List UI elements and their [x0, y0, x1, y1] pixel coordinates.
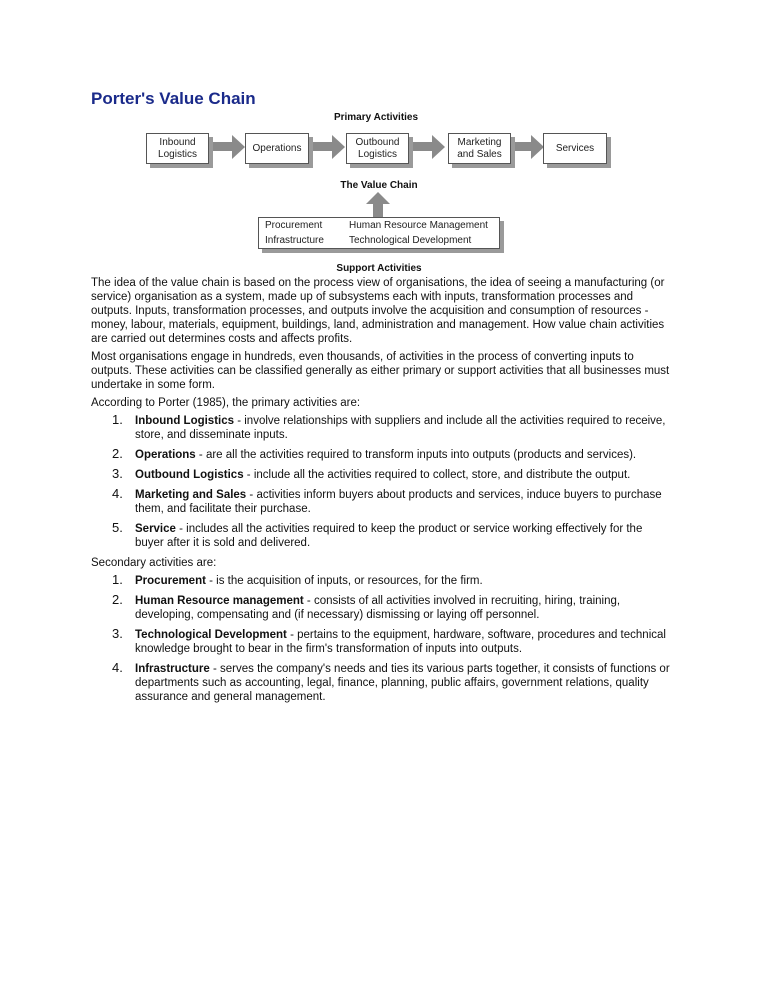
box-line: Operations — [252, 142, 302, 154]
list-item — [91, 574, 671, 588]
list-term: Infrastructure — [135, 663, 210, 675]
list-desc: - are all the activities required to transform inputs into outputs (products and services). — [195, 449, 637, 461]
list-term: Procurement — [135, 575, 206, 587]
support-activities-box — [258, 217, 500, 249]
list-item — [91, 448, 671, 462]
list-desc: - involve relationships with suppliers and include all the activities required to receive, store, and disseminate inputs. — [135, 415, 666, 441]
list-term: Outbound Logistics — [135, 469, 244, 481]
primary-intro: According to Porter (1985), the primary activities are: — [91, 397, 361, 409]
list-number: 1. — [112, 412, 123, 427]
arrow-shaft — [373, 204, 383, 217]
arrow-shaft — [515, 142, 532, 151]
article-body — [91, 276, 671, 710]
box-inbound-logistics — [146, 133, 209, 164]
list-number: 2. — [112, 592, 123, 607]
list-term: Technological Development — [135, 629, 287, 641]
primary-activities-list — [91, 414, 671, 550]
list-desc: - serves the company's needs and ties its various parts together, it consists of functions or departments such as accounting, legal, finance, planning, public affairs, government relations, quality assurance and general management. — [135, 663, 670, 703]
box-line: Services — [555, 142, 595, 154]
arrow-shaft — [213, 142, 233, 151]
arrow-shaft — [313, 142, 333, 151]
list-item — [91, 522, 671, 550]
list-number: 1. — [112, 572, 123, 587]
box-operations — [245, 133, 309, 164]
box-line: Logistics — [358, 148, 397, 160]
list-number: 4. — [112, 486, 123, 501]
box-services — [543, 133, 607, 164]
list-item — [91, 628, 671, 656]
secondary-intro: Secondary activities are: — [91, 557, 217, 569]
box-line: Logistics — [158, 148, 197, 160]
list-item — [91, 594, 671, 622]
right-arrow-icon — [432, 135, 445, 159]
value-chain-label: The Value Chain — [340, 180, 418, 191]
right-arrow-icon — [232, 135, 245, 159]
list-term: Human Resource management — [135, 595, 304, 607]
box-marketing-and-sales — [448, 133, 511, 164]
box-line: Inbound — [159, 136, 196, 148]
support-item-procurement: Procurement — [265, 220, 323, 231]
support-item-infrastructure: Infrastructure — [265, 235, 324, 246]
support-activities-label: Support Activities — [336, 263, 422, 274]
list-term: Operations — [135, 449, 196, 461]
list-item — [91, 468, 671, 482]
intro-paragraph: The idea of the value chain is based on the process view of organisations, the idea of seeing a manufacturing (or service) organisation as a system, made up of subsystems each with inputs, transformation processes and outputs. Inputs, transformation processes, and outputs involve the acquisition and consumption of resources - money, labour, materials, equipment, buildings, land, administration and management. How value chain activities are carried out determines costs and affects profits. — [91, 277, 665, 345]
activities-paragraph: Most organisations engage in hundreds, even thousands, of activities in the process of converting inputs to outputs. These activities can be classified generally as either primary or support activities that all businesses must undertake in some form. — [91, 351, 670, 391]
box-line: Marketing — [457, 136, 502, 148]
box-outbound-logistics — [346, 133, 409, 164]
list-desc: - consists of all activities involved in recruiting, hiring, training, developing, compensating and (if necessary) dismissing or laying off personnel. — [135, 595, 621, 621]
list-desc: - include all the activities required to collect, store, and distribute the output. — [243, 469, 631, 481]
list-desc: - activities inform buyers about products and services, induce buyers to purchase them, and facilitate their purchase. — [135, 489, 662, 515]
page-title: Porter's Value Chain — [91, 89, 256, 108]
support-item-hrm: Human Resource Management — [349, 220, 488, 231]
primary-activities-label: Primary Activities — [333, 112, 419, 123]
list-desc: - pertains to the equipment, hardware, software, procedures and technical knowledge brought to bear in the firm's transformation of inputs into outputs. — [135, 629, 666, 655]
box-line: Outbound — [355, 136, 400, 148]
list-number: 3. — [112, 466, 123, 481]
value-chain-diagram — [0, 0, 768, 280]
list-number: 3. — [112, 626, 123, 641]
list-term: Inbound Logistics — [135, 415, 235, 427]
list-number: 4. — [112, 660, 123, 675]
list-term: Marketing and Sales — [135, 489, 247, 501]
up-arrow-icon — [366, 192, 390, 204]
list-desc: - is the acquisition of inputs, or resources, for the firm. — [205, 575, 483, 587]
secondary-activities-list — [91, 574, 671, 704]
list-item — [91, 488, 671, 516]
box-line: and Sales — [457, 148, 502, 160]
support-item-technology: Technological Development — [349, 235, 472, 246]
arrow-shaft — [413, 142, 433, 151]
list-number: 5. — [112, 520, 123, 535]
right-arrow-icon — [332, 135, 345, 159]
list-item — [91, 662, 671, 704]
list-item — [91, 414, 671, 442]
list-term: Service — [135, 523, 176, 535]
list-number: 2. — [112, 446, 123, 461]
list-desc: - includes all the activities required to keep the product or service working effectively for the buyer after it is sold and delivered. — [135, 523, 643, 549]
